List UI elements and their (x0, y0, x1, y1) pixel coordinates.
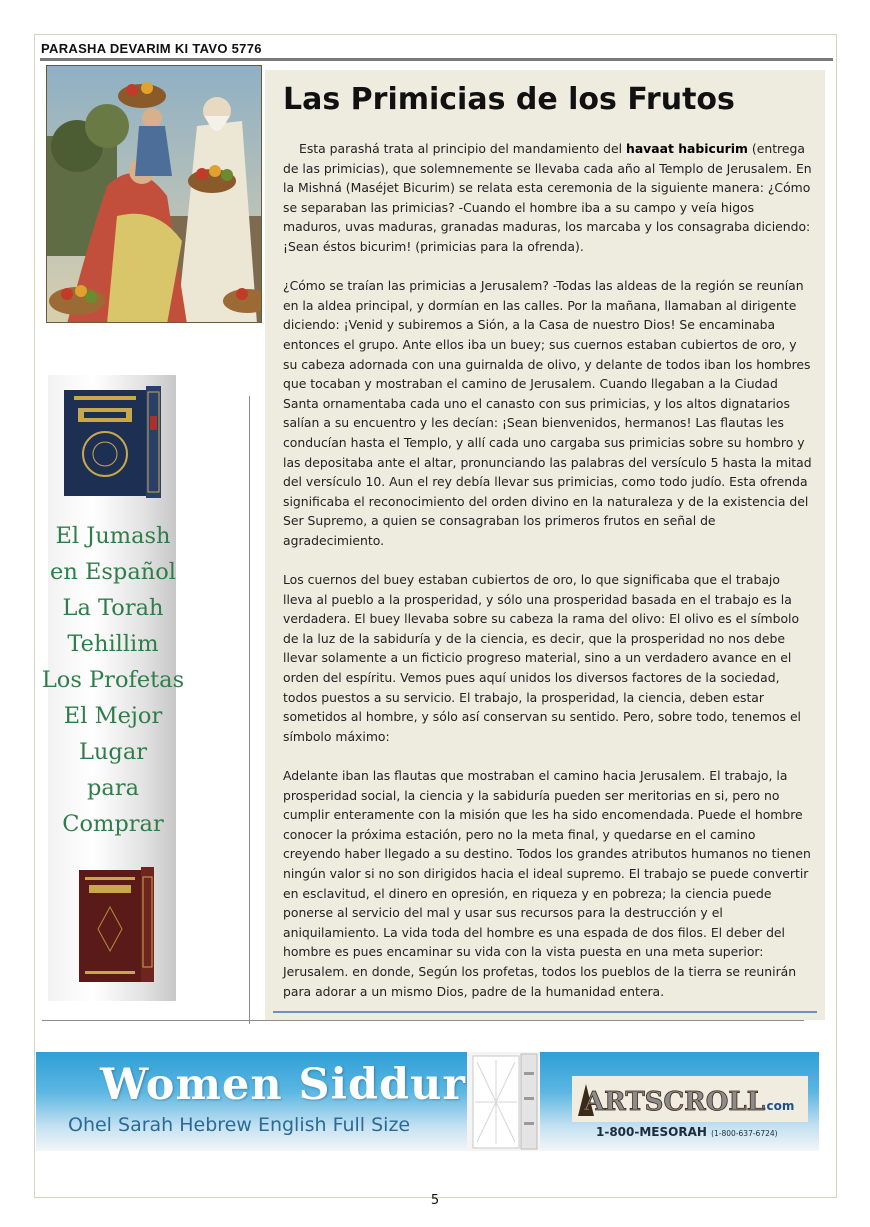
artscroll-logo (572, 1076, 808, 1122)
article-paragraph: Los cuernos del buey estaban cubiertos de oro, lo que significaba que el trabajo lleva al pueblo a la prosperidad, y sólo una prosperidad basada en el trabajo es la verdadera. El buey llevaba sobre su cabeza la rama del olivo: El olivo es el símbolo de la luz de la sabiduría y de la ciencia, es decir, que la prosperidad no nos debe llevar solamente a un ficticio progreso material, sino a un verdadero avance en el orden del espíritu. Vemos pues aquí unidos los diversos factores de la sociedad, todos puestos a su servicio. El trabajo, la prosperidad, la ciencia, deben estar sometidos al hombre, y sólo así conservan su sentido. Pero, sobre todo, tenemos el símbolo máximo: (283, 572, 802, 744)
parasha-header: PARASHA DEVARIM KI TAVO 5776 (41, 41, 262, 56)
ad-line: Tehillim (67, 631, 159, 657)
siddur-book-image (467, 1052, 540, 1151)
sidebar-ad-text[interactable] (40, 518, 186, 842)
ad-line: El Mejor (63, 703, 163, 729)
article-paragraph: Esta parashá trata al principio del mandamiento del havaat habicurim (entrega de las primicias), que solemnemente se llevaba cada año al Templo de Jerusalem. En la Mishná (Maséjet Bicurim) se relata esta ceremonia de la siguiente manera: ¿Cómo se separaban las primicias? -Cuando el hombre iba a su campo y veía higos maduros, uvas maduras, granadas maduras, los marcaba y los consagraba diciendo: ¡Sean éstos bicurim! (primicias para la ofrenda). (283, 141, 812, 254)
header-divider (40, 58, 833, 61)
ad-line: Comprar (62, 811, 164, 837)
article-title: Las Primicias de los Frutos (283, 82, 735, 117)
tehillim-book-image[interactable] (79, 867, 154, 982)
jumash-book-image[interactable] (64, 386, 161, 498)
artscroll-phone[interactable]: 1-800-MESORAH (1-800-637-6724) (596, 1125, 778, 1139)
women-siddur-banner[interactable] (36, 1052, 819, 1151)
ad-line: Lugar (78, 739, 147, 765)
artscroll-wordmark: ARTSCROLL (584, 1087, 765, 1117)
column-divider (249, 396, 250, 1024)
section-divider (42, 1020, 804, 1021)
article-paragraph: ¿Cómo se traían las primicias a Jerusalem? -Todas las aldeas de la región se reunían en la aldea principal, y dormían en las calles. Por la mañana, llamaban al dirigente diciendo: ¡Venid y subiremos a Sión, a la Casa de nuestro Dios! Se encaminaba entonces el grupo. Ante ellos iba un buey; sus cuernos estaban cubiertos de oro, y su cabeza adornada con una guirnalda de olivo, y delante de todos iban los hombres que tocaban y mostraban el camino de Jerusalem. Cuando llegaban a la Ciudad Santa ornamentaba cada uno el canasto con sus primicias, y los altos dignatarios salían a su encuentro y les decían: ¡Sean bienvenidos, hermanos! Las flautas les conducían hasta el Templo, y allí cada uno cargaba sus primicias sobre su hombro y las depositaba ante el altar, pronunciando las palabras del versículo 5 hasta la mitad del versículo 10. Aun el rey debía llevar sus primicias, como todo judío. Esta ofrenda significaba el reconocimiento del orden divino en la naturaleza y de la existencia del Ser Supremo, a quien se consagraban los primeros frutos en señal de agradecimiento. (283, 278, 812, 548)
ad-line: Los Profetas (41, 667, 185, 693)
artscroll-domain: .com (762, 1099, 795, 1113)
article-body (283, 139, 813, 1021)
ad-line: La Torah (62, 595, 164, 621)
havaat-habicurim-term: havaat habicurim (626, 141, 748, 156)
article-paragraph: Adelante iban las flautas que mostraban el camino hacia Jerusalem. El trabajo, la prosperidad social, la ciencia y la sabiduría pueden ser meritorias en si, pero no cumplir enteramente con la misión que les ha sido encomendada. Puede el hombre conocer la próxima estación, pero no la meta final, y quedarse en el camino creyendo haber llegado a su destino. Todos los grandes atributos humanos no tienen ningún valor si no son dirigidos hacia el ideal supremo. El trabajo se puede convertir en esclavitud, el dinero en opresión, en riqueza y en pobreza; la ciencia puede ponerse al servicio del mal y usar sus recursos para la destrucción y el aniquilamiento. La vida toda del hombre es una espada de dos filos. El deber del hombre es pues encaminar su vida con la vista puesta en una meta superior: Jerusalem. en donde, Según los profetas, todos los pueblos de la tierra se reunirán para adorar a un mismo Dios, padre de la humanidad entera. (283, 768, 811, 999)
page-number: 5 (430, 1193, 440, 1208)
painting-illustration (47, 66, 262, 323)
article-bottom-rule (273, 1011, 817, 1013)
banner-title: Women Siddur (100, 1060, 466, 1110)
first-fruits-painting (46, 65, 262, 323)
ad-line: El Jumash (55, 523, 171, 549)
ad-line: en Español (50, 559, 176, 585)
banner-subtitle: Ohel Sarah Hebrew English Full Size (68, 1114, 411, 1136)
ad-line: para (87, 775, 139, 801)
